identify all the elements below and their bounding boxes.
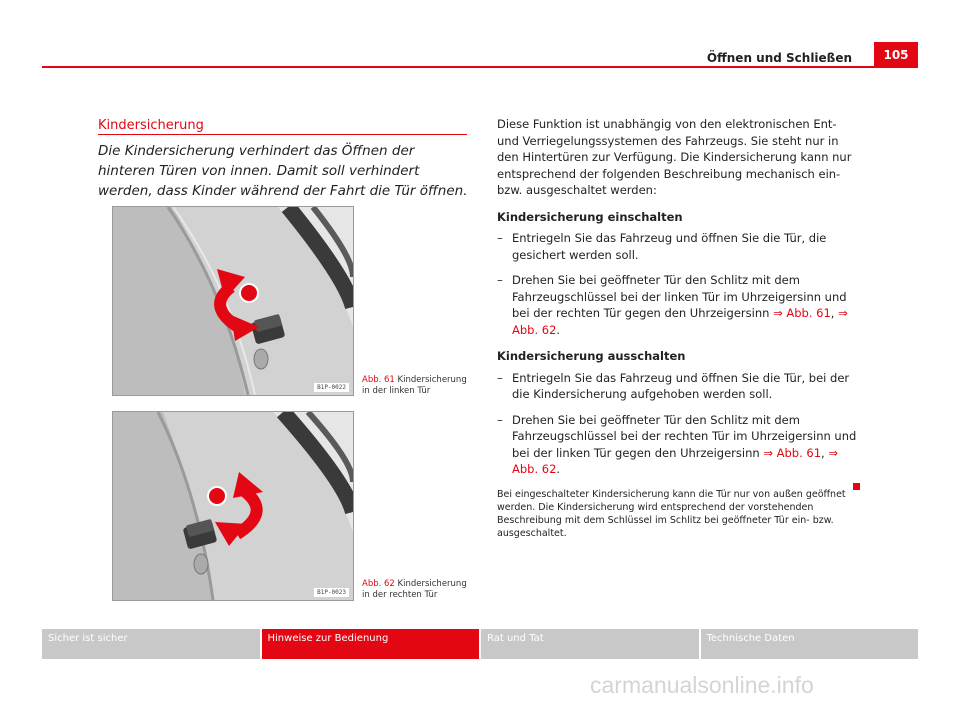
disable-steps [497, 370, 862, 478]
figure-62-caption-label: Abb. 62 [362, 579, 395, 589]
figure-61-caption-text: Kindersicherung in der linken Tür [362, 375, 467, 396]
step-text: Drehen Sie bei geöffneter Tür den Schlitz mit dem Fahrzeugschlüssel bei der linken Tür im Uhrzeigersinn und bei der rechten Tür gegen den Uhrzeigersinn [512, 273, 847, 320]
chapter-title: Öffnen und Schließen [706, 51, 852, 65]
watermark: carmanualsonline.info [590, 672, 814, 698]
figure-code: B1P-0023 [314, 588, 349, 597]
body-text [497, 116, 862, 540]
page-number-text: 105 [883, 48, 909, 62]
figure-62-caption-text: Kindersicherung in der rechten Tür [362, 579, 467, 600]
figure-62 [112, 411, 354, 601]
footer-nav [42, 629, 918, 659]
section-heading: Kindersicherung [98, 118, 204, 133]
figure-61-link[interactable]: ⇒ Abb. 61 [763, 445, 822, 460]
section-intro: Die Kindersicherung verhindert das Öffnen der hinteren Türen von innen. Damit soll verhindert werden, dass Kinder während der Fahrt die Tür öffnen. [98, 143, 468, 199]
bullet-dash: – [497, 370, 503, 385]
period: . [556, 462, 561, 476]
disable-heading: Kindersicherung ausschalten [497, 349, 686, 363]
page-number [874, 42, 918, 68]
separator: , [821, 445, 829, 460]
step-text: Drehen Sie bei geöffneter Tür den Schlitz mit dem Fahrzeugschlüssel bei der rechten Tür im Uhrzeigersinn und bei der linken Tür gegen den Uhrzeigersinn [512, 412, 857, 460]
body-intro: Diese Funktion ist unabhängig von den elektronischen Ent- und Verriegelungssystemen des Fahrzeugs. Sie steht nur in den Hintertüren zur Verfügung. Die Kindersicherung kann nur entsprechend der folgenden Beschreibung mechanisch ein- bzw. ausgeschaltet werden: [497, 117, 852, 197]
list-item [497, 370, 862, 403]
header-rule [42, 66, 918, 68]
list-item [497, 412, 862, 478]
footer-tab-technische-daten[interactable]: Technische Daten [701, 629, 919, 659]
list-item [497, 230, 862, 263]
footer-tab-sicher-ist-sicher[interactable]: Sicher ist sicher [42, 629, 260, 659]
figure-61-caption [362, 375, 472, 397]
bullet-dash: – [497, 231, 503, 245]
figure-61-caption-label: Abb. 61 [362, 375, 395, 385]
note-text: Bei eingeschalteter Kindersicherung kann die Tür nur von außen geöffnet werden. Die Kindersicherung wird entsprechend der vorstehenden Beschreibung mit dem Schlüssel im Schlitz bei geöffneter Tür ein- bzw. ausgeschaltet. [497, 488, 846, 539]
figure-code: B1P-0022 [314, 383, 349, 392]
door-lock-illustration-right [113, 412, 353, 600]
figure-61-link[interactable]: ⇒ Abb. 61 [773, 306, 831, 320]
period: . [556, 322, 561, 337]
bullet-dash: – [497, 273, 503, 287]
figure-62-link[interactable]: ⇒ Abb. 62 [512, 445, 838, 476]
step-text: Entriegeln Sie das Fahrzeug und öffnen Sie die Tür, bei der die Kindersicherung aufgehoben werden soll. [512, 370, 850, 401]
step-text: Entriegeln Sie das Fahrzeug und öffnen Sie die Tür, die gesichert werden soll. [512, 231, 827, 262]
bullet-dash: – [497, 412, 503, 427]
footer-tab-hinweise-zur-bedienung[interactable]: Hinweise zur Bedienung [262, 629, 480, 659]
enable-heading: Kindersicherung einschalten [497, 209, 683, 224]
footer-tab-rat-und-tat[interactable]: Rat und Tat [481, 629, 699, 659]
door-lock-illustration-left [113, 207, 353, 395]
figure-62-link[interactable]: ⇒ Abb. 62 [512, 306, 848, 337]
list-item [497, 272, 862, 338]
figure-62-caption [362, 579, 472, 601]
separator: , [830, 306, 839, 320]
enable-steps [497, 230, 862, 338]
figure-61 [112, 206, 354, 396]
section-end-marker [853, 483, 860, 490]
section-rule [98, 134, 467, 135]
